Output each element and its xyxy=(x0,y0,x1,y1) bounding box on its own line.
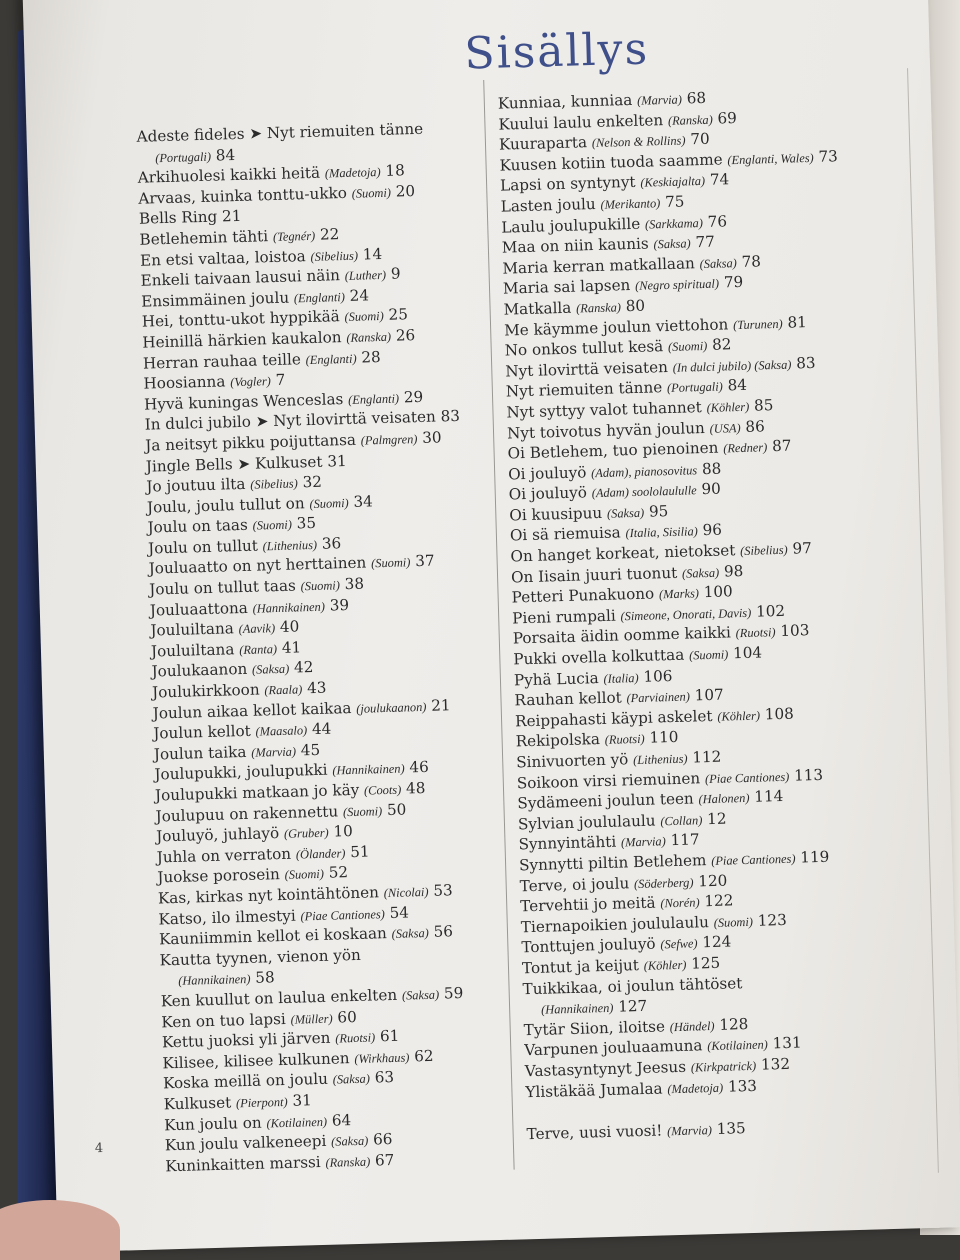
entry-title: Kauniimmin kellot ei koskaan xyxy=(159,924,387,948)
entry-title: Hyvä kuningas Wenceslas xyxy=(144,390,344,414)
entry-title: Sinivuorten yö xyxy=(516,750,629,771)
entry-page: 25 xyxy=(388,306,408,325)
entry-composer: (Kotilainen) xyxy=(707,1038,768,1054)
entry-page: 50 xyxy=(387,800,407,819)
entry-title: Terve, uusi vuosi! xyxy=(526,1122,662,1144)
entry-page: 131 xyxy=(772,1034,801,1053)
entry-page: 102 xyxy=(756,602,785,621)
entry-composer: (Piae Cantiones) xyxy=(711,852,796,868)
entry-composer: (Madetoja) xyxy=(325,165,381,181)
entry-page: 43 xyxy=(307,679,327,698)
entry-page: 21 xyxy=(431,696,451,715)
entry-composer: (Nicolai) xyxy=(384,885,429,900)
entry-page: 20 xyxy=(395,182,415,201)
entry-page: 122 xyxy=(704,892,733,911)
entry-page: 79 xyxy=(724,273,744,292)
entry-title: Juokse porosein xyxy=(157,865,280,886)
entry-page: 24 xyxy=(349,286,369,305)
entry-title: Joulu on taas xyxy=(147,516,248,537)
entry-title: Tytär Siion, iloitse xyxy=(523,1017,665,1039)
entry-title: On hanget korkeat, nietokset xyxy=(510,541,735,565)
entry-title: Pieni rumpali xyxy=(512,606,616,627)
entry-composer: (Saksa) xyxy=(699,256,737,271)
entry-composer: (Luther) xyxy=(345,268,387,283)
entry-page: 58 xyxy=(255,969,275,988)
entry-title: Laulu joulupukille xyxy=(501,214,640,236)
entry-composer: (Saksa) xyxy=(607,506,645,521)
entry-composer: (Sibelius) xyxy=(310,248,358,263)
entry-page: 18 xyxy=(385,161,405,180)
entry-page: 75 xyxy=(665,192,685,211)
entry-title: Ja neitsyt pikku poijuttansa xyxy=(145,431,356,455)
entry-title: Kulkuset xyxy=(163,1093,231,1113)
entry-composer: (Hannikainen) xyxy=(252,599,325,615)
entry-composer: (Halonen) xyxy=(698,791,749,806)
entry-composer: (Müller) xyxy=(290,1011,332,1026)
entry-title: Jingle Bells ➤ Kulkuset xyxy=(146,452,323,475)
entry-composer: (Parviainen) xyxy=(626,690,690,706)
entry-title: Maria kerran matkallaan xyxy=(502,254,695,277)
entry-page: 51 xyxy=(350,842,370,861)
entry-page: 125 xyxy=(691,954,720,973)
entry-composer: (Hannikainen) xyxy=(178,972,251,988)
entry-composer: (Lithenius) xyxy=(262,538,317,554)
entry-composer: (Köhler) xyxy=(717,708,760,723)
entry-composer: (Tegnér) xyxy=(273,229,316,244)
entry-title: Jouluiltana xyxy=(151,640,235,660)
entry-page: 34 xyxy=(353,492,373,511)
entry-composer: (Sefwe) xyxy=(660,937,698,952)
entry-page: 112 xyxy=(692,748,721,767)
entry-page: 97 xyxy=(792,539,812,558)
entry-composer: (Suomi) xyxy=(309,496,349,511)
entry-page: 9 xyxy=(391,265,401,283)
entry-composer: (Saksa) xyxy=(391,926,429,941)
entry-title: Oi kuusipuu xyxy=(509,504,602,525)
entry-title: Kuusen kotiin tuoda saamme xyxy=(499,150,722,174)
entry-title: Porsaita äidin oomme kaikki xyxy=(513,624,732,648)
page-number: 4 xyxy=(95,1141,104,1156)
entry-page: 66 xyxy=(373,1130,393,1149)
finger xyxy=(0,1200,120,1260)
entry-page: 53 xyxy=(433,881,453,900)
entry-page: 83 xyxy=(796,354,816,373)
entry-composer: (Sarkkama) xyxy=(645,216,703,232)
entry-page: 113 xyxy=(794,765,823,784)
entry-composer: (Piae Cantiones) xyxy=(705,769,790,785)
entry-page: 100 xyxy=(703,583,732,602)
entry-title: Ken kuullut on laulua enkelten xyxy=(161,986,398,1011)
entry-composer: (Englanti) xyxy=(348,391,399,406)
entry-title: Ken on tuo lapsi xyxy=(161,1009,286,1030)
entry-page: 10 xyxy=(333,822,353,841)
entry-title: Reippahasti käypi askelet xyxy=(515,707,713,731)
entry-composer: (Redner) xyxy=(723,440,767,455)
entry-page: 31 xyxy=(327,452,347,471)
entry-composer: (Suomi) xyxy=(252,518,292,533)
entry-composer: (Suomi) xyxy=(689,647,729,662)
entry-title: No onkos tullut kesä xyxy=(505,337,664,359)
entry-title: Pyhä Lucia xyxy=(514,669,599,689)
entry-title: Joulun taika xyxy=(154,743,247,764)
entry-title: Nyt syttyy valot tuhannet xyxy=(506,398,702,421)
entry-page: 106 xyxy=(643,667,672,686)
entry-title: Joulupukki, joulupukki xyxy=(154,761,328,784)
entry-page: 39 xyxy=(329,596,349,615)
entry-page: 61 xyxy=(380,1027,400,1046)
entry-composer: (Englanti, Wales) xyxy=(727,151,814,167)
entry-page: 7 xyxy=(275,371,285,389)
entry-title: Petteri Punakuono xyxy=(511,585,654,607)
entry-title: Me käymme joulun viettohon xyxy=(504,315,729,339)
entry-page: 128 xyxy=(719,1015,748,1034)
entry-title: Tiernapoikien joululaulu xyxy=(521,913,709,936)
entry-title: Arvaas, kuinka tonttu-ukko xyxy=(138,184,347,208)
entry-title: Lapsi on syntynyt xyxy=(500,173,636,195)
entry-title: Joulu on tullut taas xyxy=(149,577,296,599)
entry-page: 12 xyxy=(707,809,727,828)
entry-title: Joulupukki matkaan jo käy xyxy=(155,781,360,805)
entry-title: Jouluyö, juhlayö xyxy=(156,824,279,845)
entry-title: Tervehtii jo meitä xyxy=(520,894,656,916)
entry-title: Soikoon virsi riemuinen xyxy=(517,769,701,792)
entry-composer: (Kotilainen) xyxy=(266,1114,327,1130)
entry-title: Nyt riemuiten tänne xyxy=(506,378,663,400)
entry-page: 77 xyxy=(695,233,715,252)
entry-composer: (Köhler) xyxy=(644,958,687,973)
entry-title: Rauhan kellot xyxy=(514,689,622,710)
entry-page: 46 xyxy=(409,758,429,777)
entry-page: 32 xyxy=(302,473,322,492)
entry-composer: (Saksa) xyxy=(252,662,290,677)
entry-page: 82 xyxy=(712,335,732,354)
entry-composer: (Keskiajalta) xyxy=(640,174,705,190)
entry-composer: (Portugali) xyxy=(155,149,211,165)
entry-composer: (Suomi) xyxy=(371,556,411,571)
entry-title: Katso, ilo ilmestyi xyxy=(158,906,296,928)
entry-page: 108 xyxy=(765,704,794,723)
entry-page: 29 xyxy=(404,388,424,407)
entry-title: Joulun kellot xyxy=(153,722,251,743)
entry-page: 70 xyxy=(690,130,710,149)
entry-composer: (Ruotsi) xyxy=(335,1031,375,1046)
entry-composer: (Gruber) xyxy=(284,826,329,841)
entry-composer: (Simeone, Onorati, Davis) xyxy=(620,606,751,624)
entry-page: 84 xyxy=(727,376,747,395)
entry-title: Bells Ring xyxy=(139,208,218,228)
entry-composer: (Raala) xyxy=(264,682,302,697)
entry-page: 67 xyxy=(375,1151,395,1170)
entry-page: 86 xyxy=(745,417,765,436)
entry-composer: (Marks) xyxy=(659,586,699,601)
entry-composer: (Maasalo) xyxy=(255,723,307,738)
entry-page: 26 xyxy=(396,326,416,345)
entry-title: Ensimmäinen joulu xyxy=(141,288,289,310)
entry-page: 44 xyxy=(312,720,332,739)
entry-composer: (Saksa) xyxy=(331,1134,369,1149)
entry-title: Sydämeeni joulun teen xyxy=(517,790,694,813)
entry-composer: (Turunen) xyxy=(733,316,783,331)
entry-title: Heinillä härkien kaukalon xyxy=(142,328,342,352)
entry-title: Varpunen jouluaamuna xyxy=(524,1037,703,1060)
entry-title: Synnytti piltin Betlehem xyxy=(519,851,707,874)
entry-page: 22 xyxy=(320,225,340,244)
entry-composer: (Suomi) xyxy=(344,309,384,324)
entry-composer: (Englanti) xyxy=(305,351,356,366)
entry-composer: (Coots) xyxy=(364,783,402,798)
entry-page: 28 xyxy=(361,348,381,367)
entry-composer: (Marvia) xyxy=(621,835,666,850)
entry-page: 56 xyxy=(433,922,453,941)
entry-composer: (Köhler) xyxy=(706,400,749,415)
entry-composer: (Suomi) xyxy=(343,804,383,819)
entry-title: On Iisain juuri tuonut xyxy=(511,563,678,586)
entry-title: Jo joutuu ilta xyxy=(146,475,246,496)
entry-title: Lasten joulu xyxy=(500,195,595,216)
entry-page: 104 xyxy=(733,644,762,663)
entry-page: 41 xyxy=(282,638,302,657)
entry-composer: (Suomi) xyxy=(300,578,340,593)
entry-composer: (Sibelius) xyxy=(250,476,298,491)
entry-composer: (Ruotsi) xyxy=(735,626,775,641)
entry-title: Kuuraparta xyxy=(499,133,588,153)
entry-page: 35 xyxy=(296,514,316,533)
entry-page: 80 xyxy=(625,297,645,316)
entry-page: 63 xyxy=(374,1068,394,1087)
entry-title: Sylvian joululaulu xyxy=(518,811,656,833)
entry-page: 31 xyxy=(292,1091,312,1110)
entry-page: 42 xyxy=(294,658,314,677)
entry-composer: (Kirkpatrick) xyxy=(691,1059,757,1075)
entry-composer: (Ölander) xyxy=(296,846,346,861)
entry-composer: (Ranska) xyxy=(576,300,621,315)
entry-title: Tonttujen jouluyö xyxy=(521,935,656,957)
entry-title: Kun joulu valkeneepi xyxy=(165,1132,327,1155)
entry-title: Joulupuu on rakennettu xyxy=(155,802,338,825)
entry-title: Synnyintähti xyxy=(518,833,616,854)
entry-page: 36 xyxy=(322,534,342,553)
page-title: Sisällys xyxy=(464,23,650,79)
entry-title: Tontut ja keijut xyxy=(522,956,639,977)
book-page xyxy=(23,0,960,1252)
entry-composer: (Saksa) xyxy=(682,565,720,580)
entry-title: Joulun aikaa kellot kaikaa xyxy=(152,699,351,723)
entry-composer: (Vogler) xyxy=(230,374,271,389)
entry-page: 103 xyxy=(780,622,809,641)
entry-title: Enkeli taivaan lausui näin xyxy=(140,266,340,290)
entry-composer: (Aavik) xyxy=(238,621,275,636)
entry-composer: (Suomi) xyxy=(668,339,708,354)
entry-title: Joulukirkkoon xyxy=(152,681,260,702)
entry-page: 120 xyxy=(698,871,727,890)
entry-composer: (Saksa) xyxy=(402,988,440,1003)
entry-page: 98 xyxy=(724,562,744,581)
entry-composer: (Pierpont) xyxy=(236,1095,288,1110)
entry-page: 38 xyxy=(344,575,364,594)
entry-title: Tuikkikaa, oi joulun tähtöset xyxy=(522,974,742,998)
entry-title: Oi jouluyö xyxy=(509,484,588,504)
entry-composer: (Ranta) xyxy=(239,642,277,657)
entry-composer: (Hannikainen) xyxy=(541,1001,614,1017)
entry-page: 85 xyxy=(754,396,774,415)
entry-title: Kuninkaitten marssi xyxy=(165,1153,321,1175)
entry-page: 90 xyxy=(701,480,721,499)
toc-left-column xyxy=(136,119,495,1178)
entry-composer: (Adam) soololaululle xyxy=(592,484,697,501)
entry-page: 69 xyxy=(717,109,737,128)
entry-page: 40 xyxy=(280,618,300,637)
entry-composer: (Ranska) xyxy=(325,1154,370,1169)
entry-page: 59 xyxy=(444,984,464,1003)
entry-composer: (Ranska) xyxy=(668,112,713,127)
entry-page: 117 xyxy=(670,831,699,850)
entry-title: Hoosianna xyxy=(143,372,225,392)
entry-composer: (Collan) xyxy=(660,813,702,828)
entry-page: 87 xyxy=(772,437,792,456)
entry-title: Kettu juoksi yli järven xyxy=(162,1029,331,1052)
entry-page: 127 xyxy=(618,997,647,1016)
entry-composer: (Lithenius) xyxy=(633,752,688,768)
entry-title: Matkalla xyxy=(503,299,571,319)
entry-title: Jouluiltana xyxy=(150,619,234,639)
entry-composer: (Piae Cantiones) xyxy=(300,907,385,923)
entry-title: Maria sai lapsen xyxy=(503,276,631,298)
toc-right-column xyxy=(498,83,927,1145)
entry-title: Nyt toivotus hyvän joulun xyxy=(507,419,705,443)
entry-page: 107 xyxy=(694,686,723,705)
entry-page: 78 xyxy=(741,252,761,271)
entry-title: Joulu on tullut xyxy=(148,536,258,557)
entry-title: Maa on niin kaunis xyxy=(502,235,649,257)
entry-composer: (Saksa) xyxy=(653,236,691,251)
entry-composer: (Italia, Sisilia) xyxy=(625,525,698,541)
entry-page: 30 xyxy=(422,428,442,447)
entry-page: 73 xyxy=(818,147,838,166)
entry-composer: (Marvia) xyxy=(637,93,682,108)
entry-title: Herran rauhaa teille xyxy=(143,350,301,372)
entry-title: Rekipolska xyxy=(515,730,600,750)
entry-page: 60 xyxy=(337,1007,357,1026)
entry-page: 14 xyxy=(363,245,383,264)
entry-page: 21 xyxy=(222,207,242,226)
entry-composer: (Madetoja) xyxy=(667,1080,723,1096)
entry-title: Vastasyntynyt Jeesus xyxy=(525,1058,687,1080)
entry-title: In dulci jubilo ➤ Nyt ilovirttä veisaten xyxy=(144,408,436,434)
entry-composer: (In dulci jubilo) (Saksa) xyxy=(673,357,792,374)
entry-composer: (Marvia) xyxy=(667,1123,712,1138)
entry-composer: (joulukaanon) xyxy=(356,700,427,716)
entry-composer: (Italia) xyxy=(603,671,638,686)
entry-composer: (Ranska) xyxy=(346,330,391,345)
entry-page: 81 xyxy=(787,313,807,332)
entry-page: 54 xyxy=(389,903,409,922)
entry-title: Kilisee, kilisee kulkunen xyxy=(162,1049,350,1072)
entry-composer: (Suomi) xyxy=(714,915,754,930)
entry-page: 124 xyxy=(702,933,731,952)
entry-page: 96 xyxy=(702,521,722,540)
entry-title: Kas, kirkas nyt kointähtönen xyxy=(158,883,379,907)
entry-title: Jouluaatto on nyt herttainen xyxy=(148,554,366,578)
entry-composer: (Hannikainen) xyxy=(332,762,405,778)
entry-composer: (Palmgren) xyxy=(361,432,418,448)
entry-title: Adeste fideles ➤ Nyt riemuiten tänne xyxy=(136,120,423,146)
entry-composer: (Englanti) xyxy=(294,290,345,305)
entry-title: Joulu, joulu tullut on xyxy=(147,494,305,516)
entry-page: 88 xyxy=(702,459,722,478)
entry-title: Jouluaattona xyxy=(150,598,248,619)
entry-page: 64 xyxy=(332,1111,352,1130)
entry-page: 83 xyxy=(440,407,460,426)
entry-composer: (Portugali) xyxy=(667,380,723,396)
entry-page: 110 xyxy=(649,728,678,747)
entry-page: 133 xyxy=(728,1076,757,1095)
entry-composer: (Nelson & Rollins) xyxy=(592,134,686,151)
entry-page: 62 xyxy=(414,1047,434,1066)
entry-page: 48 xyxy=(406,779,426,798)
entry-title: Betlehemin tähti xyxy=(139,227,268,249)
entry-page: 84 xyxy=(216,146,236,165)
entry-title: Oi Betlehem, tuo pienoinen xyxy=(507,439,718,463)
entry-title: Koska meillä on joulu xyxy=(163,1070,328,1093)
entry-page: 135 xyxy=(716,1119,745,1138)
entry-page: 52 xyxy=(328,864,348,883)
entry-composer: (Merikanto) xyxy=(600,196,660,212)
entry-composer: (Söderberg) xyxy=(634,875,694,891)
entry-title: Kautta tyynen, vienon yön xyxy=(159,946,361,970)
entry-title: Oi jouluyö xyxy=(508,463,587,483)
entry-composer: (USA) xyxy=(709,421,740,436)
entry-title: Ylistäkää Jumalaa xyxy=(525,1079,663,1101)
entry-page: 76 xyxy=(707,212,727,231)
entry-composer: (Marvia) xyxy=(251,744,296,759)
entry-page: 45 xyxy=(301,741,321,760)
entry-page: 95 xyxy=(649,502,669,521)
entry-page: 74 xyxy=(710,171,730,190)
entry-title: En etsi valtaa, loistoa xyxy=(140,247,306,270)
entry-title: Pukki ovella kolkuttaa xyxy=(513,646,684,669)
entry-composer: (Händel) xyxy=(670,1019,715,1034)
entry-title: Kunniaa, kunniaa xyxy=(498,91,633,113)
entry-composer: (Suomi) xyxy=(284,867,324,882)
entry-composer: (Wirkhaus) xyxy=(354,1050,409,1066)
entry-title: Juhla on verraton xyxy=(157,845,292,867)
entry-page: 68 xyxy=(686,89,706,108)
entry-page: 132 xyxy=(761,1055,790,1074)
entry-composer: (Norén) xyxy=(660,895,700,910)
entry-title: Joulukaanon xyxy=(151,660,247,681)
entry-title: Kun joulu on xyxy=(164,1113,262,1134)
entry-page: 37 xyxy=(415,552,435,571)
entry-page: 123 xyxy=(757,911,786,930)
entry-page: 114 xyxy=(754,787,783,806)
entry-title: Terve, oi joulu xyxy=(519,874,629,895)
entry-page: 119 xyxy=(800,848,829,867)
entry-title: Arkihuolesi kaikki heitä xyxy=(138,164,321,187)
entry-title: Oi sä riemuisa xyxy=(510,524,621,545)
entry-title: Nyt ilovirttä veisaten xyxy=(505,358,668,381)
entry-composer: (Suomi) xyxy=(352,185,392,200)
entry-title: Kuului laulu enkelten xyxy=(498,111,663,134)
entry-title: Hei, tonttu-ukot hyppikää xyxy=(142,307,340,331)
entry-composer: (Adam), pianosovitus xyxy=(591,463,697,480)
entry-composer: (Ruotsi) xyxy=(605,732,645,747)
entry-composer: (Sibelius) xyxy=(740,543,788,558)
entry-composer: (Negro spiritual) xyxy=(635,277,719,293)
entry-composer: (Saksa) xyxy=(333,1072,371,1087)
